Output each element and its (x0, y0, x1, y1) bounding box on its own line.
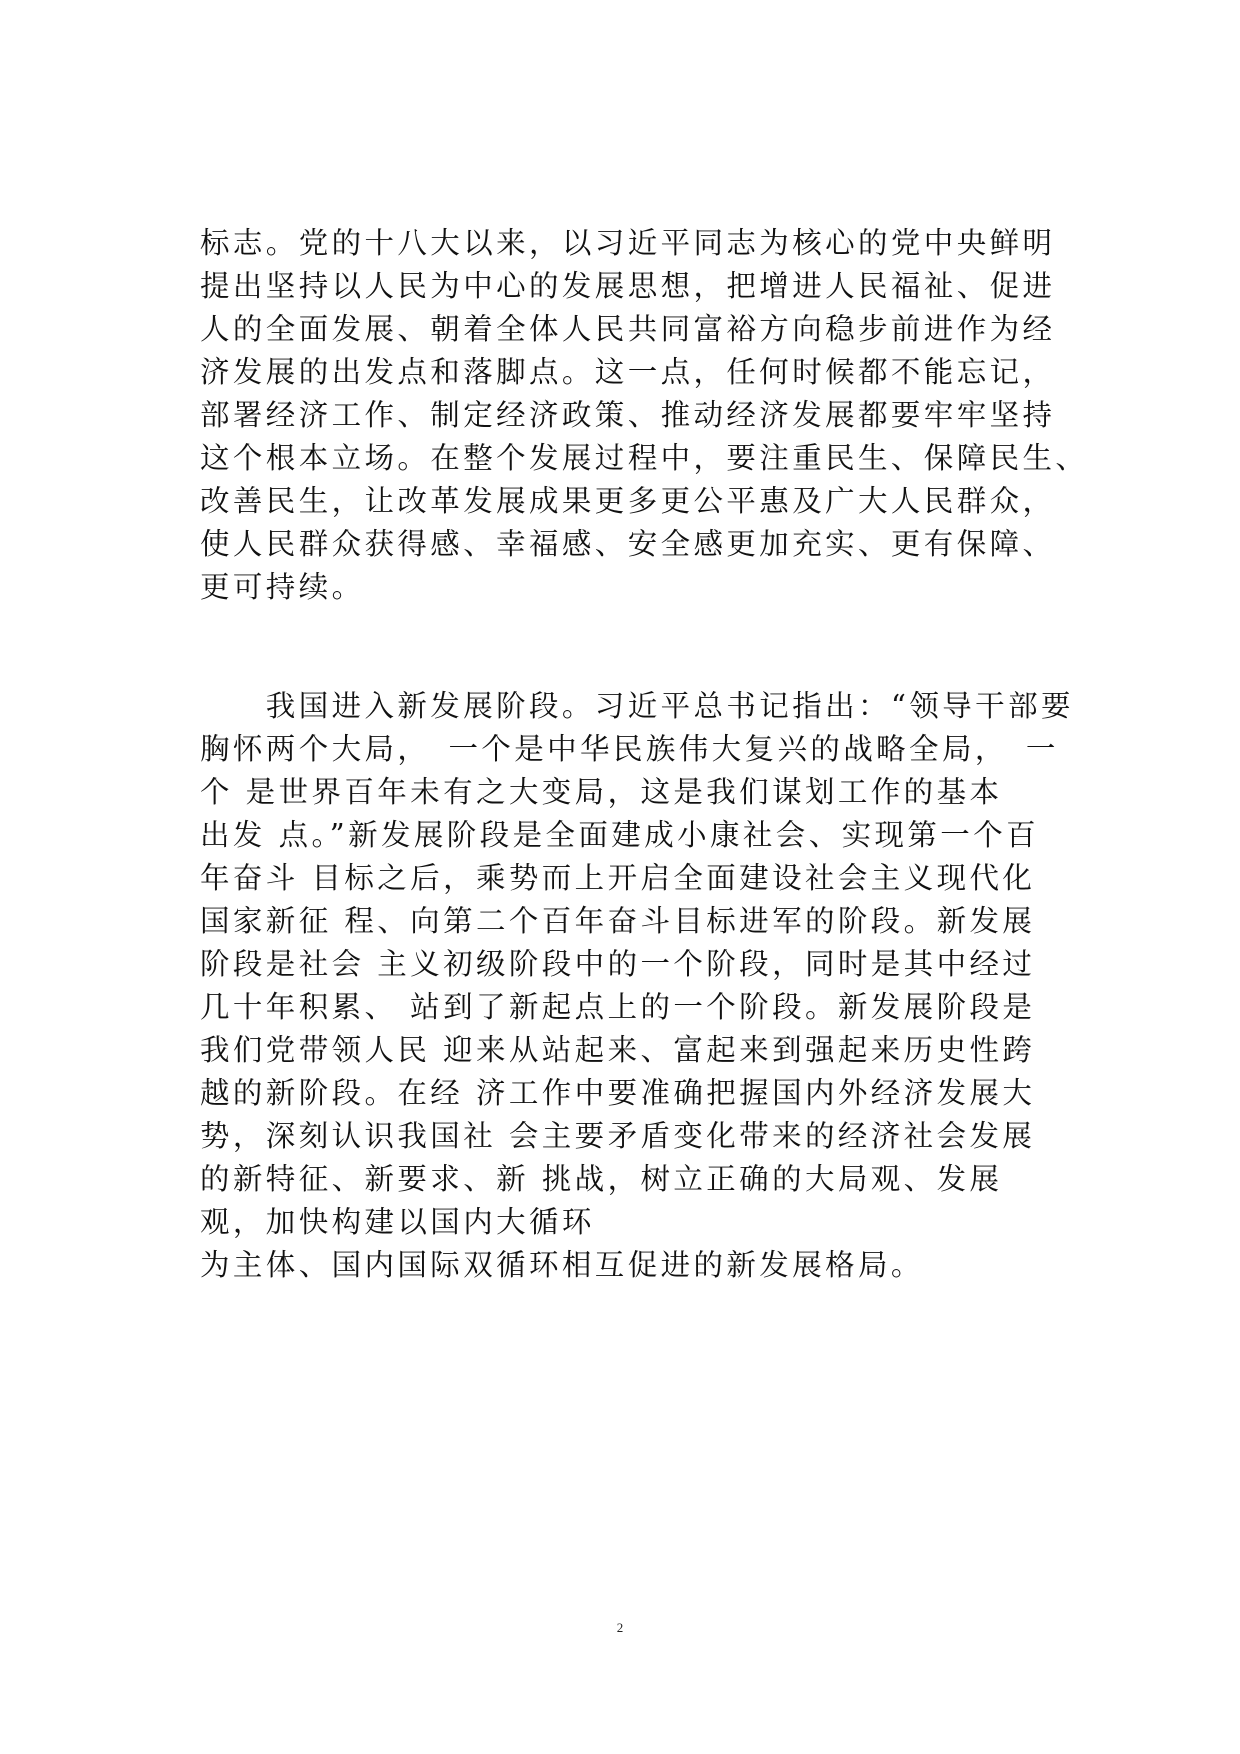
paragraph-2 (200, 685, 1080, 1287)
text-line: 标志。党的十八大以来，以习近平同志为核心的党中央鲜明 (200, 226, 1056, 260)
text-line: 年奋斗 目标之后，乘势而上开启全面建设社会主义现代化 (200, 861, 1036, 895)
text-line: 我国进入新发展阶段。习近平总书记指出：“领导干部要 (200, 689, 1074, 723)
text-line: 济发展的出发点和落脚点。这一点，任何时候都不能忘记， (200, 355, 1056, 389)
text-line: 越的新阶段。在经 济工作中要准确把握国内外经济发展大 (200, 1076, 1036, 1110)
text-line: 的新特征、新要求、新 挑战，树立正确的大局观、发展 (200, 1162, 1003, 1196)
text-line: 为主体、国内国际双循环相互促进的新发展格局。 (200, 1248, 924, 1282)
text-line: 个 是世界百年未有之大变局，这是我们谋划工作的基本 (200, 775, 1003, 809)
text-line: 人的全面发展、朝着全体人民共同富裕方向稳步前进作为经 (200, 312, 1056, 346)
text-line: 部署经济工作、制定经济政策、推动经济发展都要牢牢坚持 (200, 398, 1056, 432)
page-number: 2 (616, 1620, 624, 1635)
text-line: 使人民群众获得感、幸福感、安全感更加充实、更有保障、 (200, 527, 1056, 561)
text-line: 提出坚持以人民为中心的发展思想，把增进人民福祉、促进 (200, 269, 1056, 303)
text-line: 这个根本立场。在整个发展过程中，要注重民生、保障民生、 (200, 441, 1089, 475)
text-line: 势，深刻认识我国社 会主要矛盾变化带来的经济社会发展 (200, 1119, 1036, 1153)
text-line: 观，加快构建以国内大循环 (200, 1205, 595, 1239)
paragraph-1 (200, 222, 1089, 609)
text-line: 国家新征 程、向第二个百年奋斗目标进军的阶段。新发展 (200, 904, 1036, 938)
text-line: 胸怀两个大局， 一个是中华民族伟大复兴的战略全局， 一 (200, 732, 1059, 766)
text-line: 更可持续。 (200, 570, 365, 604)
text-line: 改善民生，让改革发展成果更多更公平惠及广大人民群众， (200, 484, 1056, 518)
text-line: 几十年积累、 站到了新起点上的一个阶段。新发展阶段是 (200, 990, 1036, 1024)
text-line: 阶段是社会 主义初级阶段中的一个阶段，同时是其中经过 (200, 947, 1036, 981)
text-line: 我们党带领人民 迎来从站起来、富起来到强起来历史性跨 (200, 1033, 1036, 1067)
text-line: 出发 点。”新发展阶段是全面建成小康社会、实现第一个百 (200, 818, 1040, 852)
